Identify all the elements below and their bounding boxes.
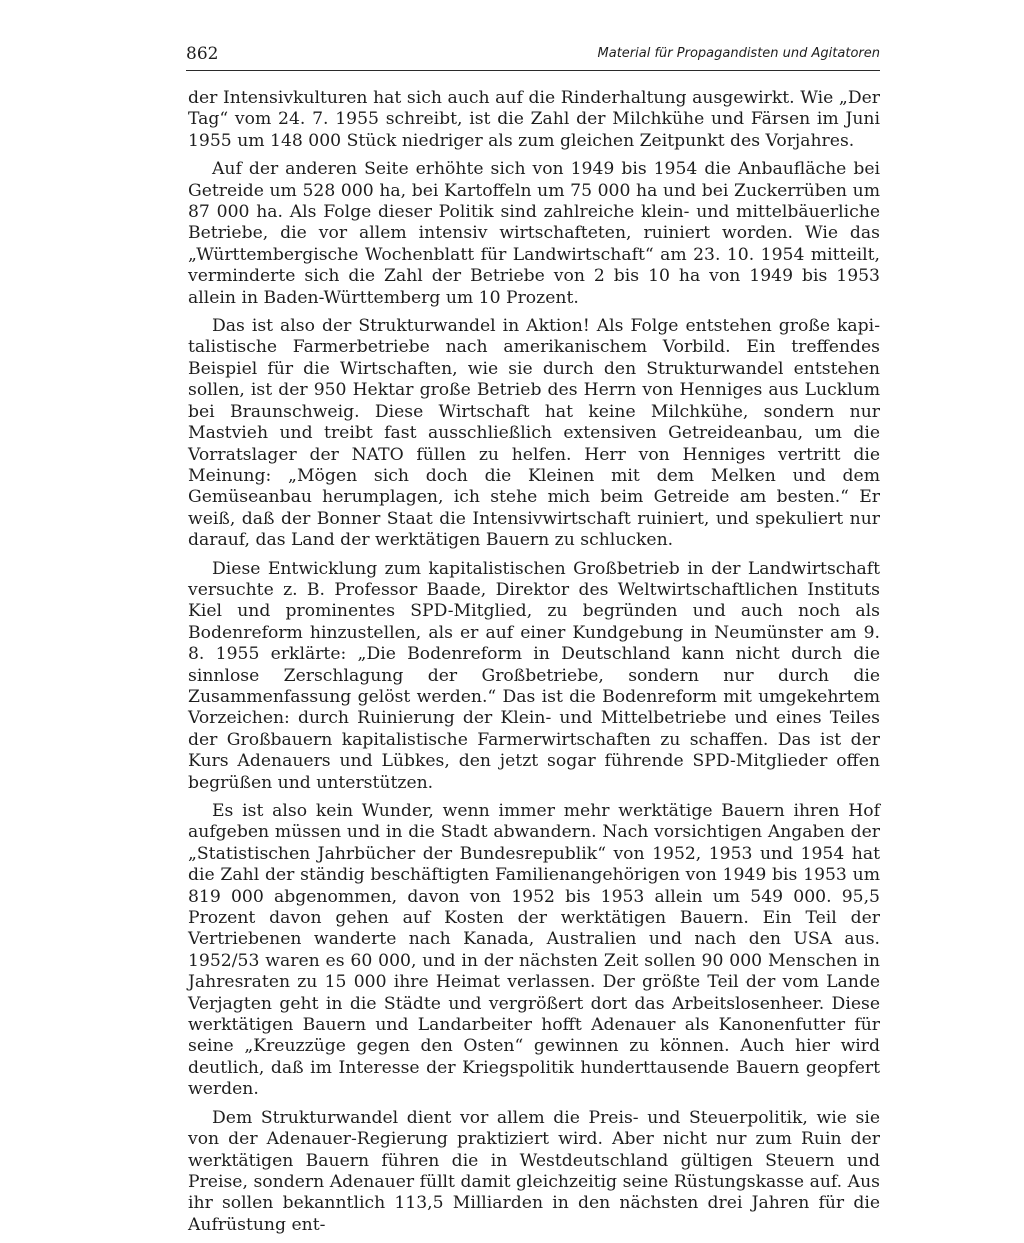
paragraph-1: der Intensivkulturen hat sich auch auf die Rinderhaltung ausgewirkt. Wie „Der Tag“ vom 24. 7. 1955 schreibt, ist die Zahl der Milchkühe und Färsen im Juni 1955 um 148 000 Stück niedriger als zum gleichen Zeitpunkt des Vorjahres. (188, 88, 880, 151)
page-number: 862 (186, 44, 219, 64)
paragraph-5: Es ist also kein Wunder, wenn immer mehr werktätige Bauern ihren Hof aufgeben müssen und in die Stadt abwandern. Nach vorsichtigen Angaben der „Statistischen Jahrbücher der Bundesrepublik“ von 1952, 1953 und 1954 hat die Zahl der ständig beschäftigten Familienangehörigen von 1949 bis 1953 um 819 000 abgenommen, davon von 1952 bis 1953 allein um 549 000. 95,5 Prozent davon gehen auf Kosten der werktätigen Bauern. Ein Teil der Vertriebenen wanderte nach Kanada, Australien und nach den USA aus. 1952/53 waren es 60 000, und in der nächsten Zeit sollen 90 000 Menschen in Jahresraten zu 15 000 ihre Heimat verlassen. Der größte Teil der vom Lande Verjagten geht in die Städte und vergrößert dort das Arbeitslosenheer. Diese werktätigen Bauern und Landarbeiter hofft Adenauer als Kanonenfutter für seine „Kreuzzüge gegen den Osten“ gewinnen zu können. Auch hier wird deutlich, daß im Interesse der Kriegspolitik hunderttausende Bauern geopfert werden. (188, 801, 880, 1100)
paragraph-4: Diese Entwicklung zum kapitalistischen Großbetrieb in der Landwirtschaft versuchte z. B. Professor Baade, Direktor des Weltwirtschaftlichen Instituts Kiel und prominentes SPD-Mitglied, zu begründen und auch noch als Bodenreform hinzustellen, als er auf einer Kundgebung in Neumünster am 9. 8. 1955 erklärte: „Die Bodenreform in Deutschland kann nicht durch die sinnlose Zerschlagung der Großbetriebe, sondern nur durch die Zusammenfassung gelöst werden.“ Das ist die Bodenreform mit umgekehrtem Vorzeichen: durch Ruinierung der Klein- und Mittelbetriebe und eines Teiles der Großbauern kapitalistische Farmerwirtschaften zu schaffen. Das ist der Kurs Adenauers und Lübkes, den jetzt sogar führende SPD-Mitglieder offen begrüßen und unterstützen. (188, 558, 880, 793)
running-title: Material für Propagandisten und Agitatoren (597, 46, 880, 61)
paragraph-2: Auf der anderen Seite erhöhte sich von 1949 bis 1954 die Anbaufläche bei Getreide um 528 000 ha, bei Kartoffeln um 75 000 ha und bei Zuckerrüben um 87 000 ha. Als Folge dieser Politik sind zahlreiche klein- und mittelbäuerliche Betriebe, die vor allem intensiv wirtschafteten, ruiniert worden. Wie das „Württembergische Wochenblatt für Landwirtschaft“ am 23. 10. 1954 mitteilt, verminderte sich die Zahl der Betriebe von 2 bis 10 ha von 1949 bis 1953 allein in Baden-Württemberg um 10 Prozent. (188, 159, 880, 308)
body-text (188, 88, 880, 1243)
paragraph-3: Das ist also der Strukturwandel in Aktion! Als Folge entstehen große kapitalistische Farmerbetriebe nach amerikanischem Vorbild. Ein treffendes Beispiel für die Wirtschaften, wie sie durch den Strukturwandel entstehen sollen, ist der 950 Hektar große Betrieb des Herrn von Henniges aus Lucklum bei Braunschweig. Diese Wirtschaft hat keine Milchkühe, sondern nur Mastvieh und treibt fast ausschließlich extensiven Getreideanbau, um die Vorratslager der NATO füllen zu helfen. Herr von Henniges vertritt die Meinung: „Mögen sich doch die Kleinen mit dem Melken und dem Gemüseanbau herumplagen, ich stehe mich beim Getreide am besten.“ Er weiß, daß der Bonner Staat die Intensivwirtschaft ruiniert, und spekuliert nur darauf, das Land der werktätigen Bauern zu schlucken. (188, 316, 880, 551)
paragraph-6: Dem Strukturwandel dient vor allem die Preis- und Steuerpolitik, wie sie von der Adenauer-Regierung praktiziert wird. Aber nicht nur zum Ruin der werktätigen Bauern führen die in Westdeutschland gültigen Steuern und Preise, sondern Adenauer füllt damit gleichzeitig seine Rüstungskasse auf. Aus ihr sollen bekanntlich 113,5 Milliarden in den nächsten drei Jahren für die Aufrüstung ent- (188, 1107, 880, 1235)
page-header (186, 42, 880, 71)
